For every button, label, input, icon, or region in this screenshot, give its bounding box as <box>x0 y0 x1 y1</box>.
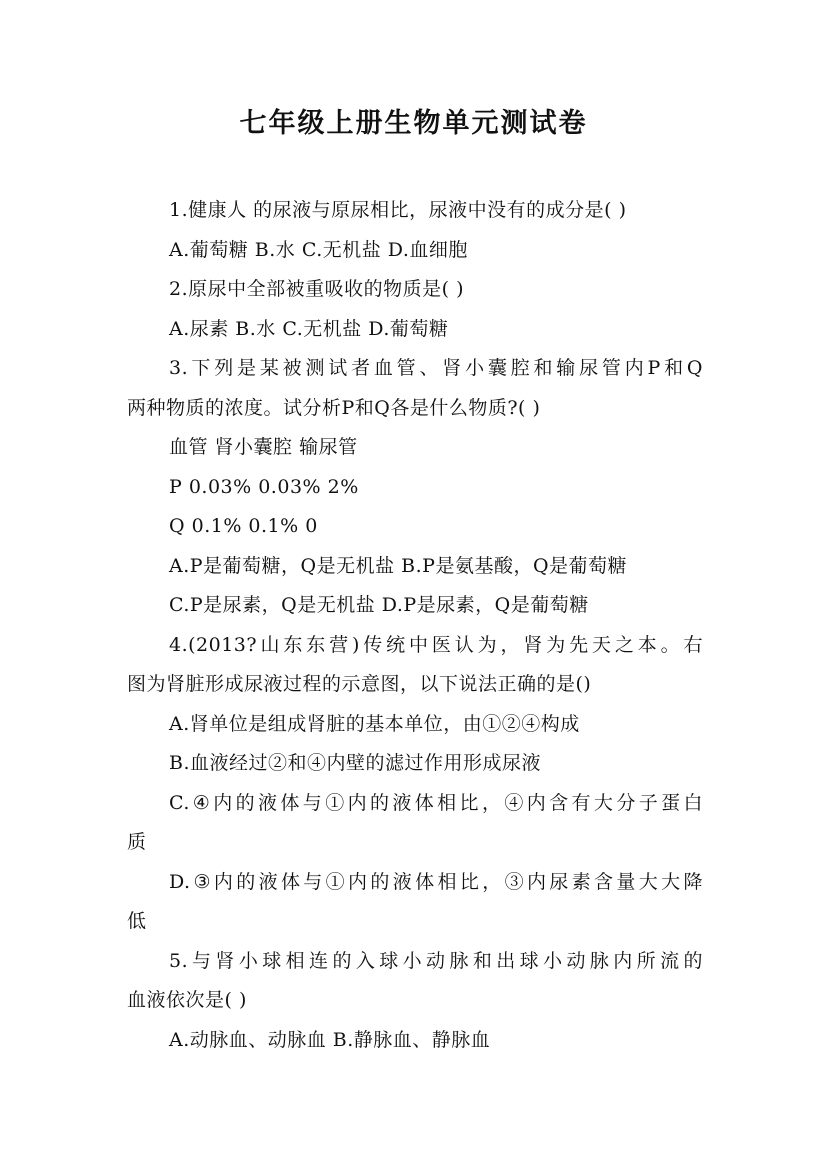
text-line: P 0.03% 0.03% 2% <box>169 475 359 498</box>
text-line: D.③内的液体与①内的液体相比，③内尿素含量大大降 <box>169 870 703 893</box>
text-line: C.P是尿素，Q是无机盐 D.P是尿素，Q是葡萄糖 <box>169 594 589 616</box>
document-title: 七年级上册生物单元测试卷 <box>239 108 588 139</box>
text-line: 两种物质的浓度。试分析P和Q各是什么物质?( ) <box>127 396 541 419</box>
text-line: 低 <box>127 910 147 932</box>
text-line: 4.(2013?山东东营)传统中医认为，肾为先天之本。右 <box>169 633 703 656</box>
text-line: 血管 肾小囊腔 输尿管 <box>169 436 358 458</box>
text-line: 5.与肾小球相连的入球小动脉和出球小动脉内所流的 <box>169 949 703 972</box>
text-line: A.尿素 B.水 C.无机盐 D.葡萄糖 <box>169 317 449 340</box>
text-line: 1.健康人 的尿液与原尿相比，尿液中没有的成分是( ) <box>169 199 627 221</box>
text-line: A.P是葡萄糖，Q是无机盐 B.P是氨基酸，Q是葡萄糖 <box>169 554 628 577</box>
text-line: 质 <box>127 831 147 853</box>
text-line: Q 0.1% 0.1% 0 <box>169 515 318 537</box>
text-line: B.血液经过②和④内壁的滤过作用形成尿液 <box>169 752 542 774</box>
text-line: 图为肾脏形成尿液过程的示意图，以下说法正确的是() <box>127 673 592 695</box>
text-line: A.动脉血、动脉血 B.静脉血、静脉血 <box>169 1028 491 1051</box>
text-line: 3.下列是某被测试者血管、肾小囊腔和输尿管内P和Q <box>169 357 703 379</box>
text-line: 血液依次是( ) <box>127 989 247 1011</box>
text-line: 2.原尿中全部被重吸收的物质是( ) <box>169 278 464 300</box>
document-body <box>127 191 703 1060</box>
text-line: C.④内的液体与①内的液体相比，④内含有大分子蛋白 <box>169 791 703 814</box>
text-line: A.葡萄糖 B.水 C.无机盐 D.血细胞 <box>169 238 468 261</box>
text-line: A.肾单位是组成肾脏的基本单位，由①②④构成 <box>169 712 580 735</box>
